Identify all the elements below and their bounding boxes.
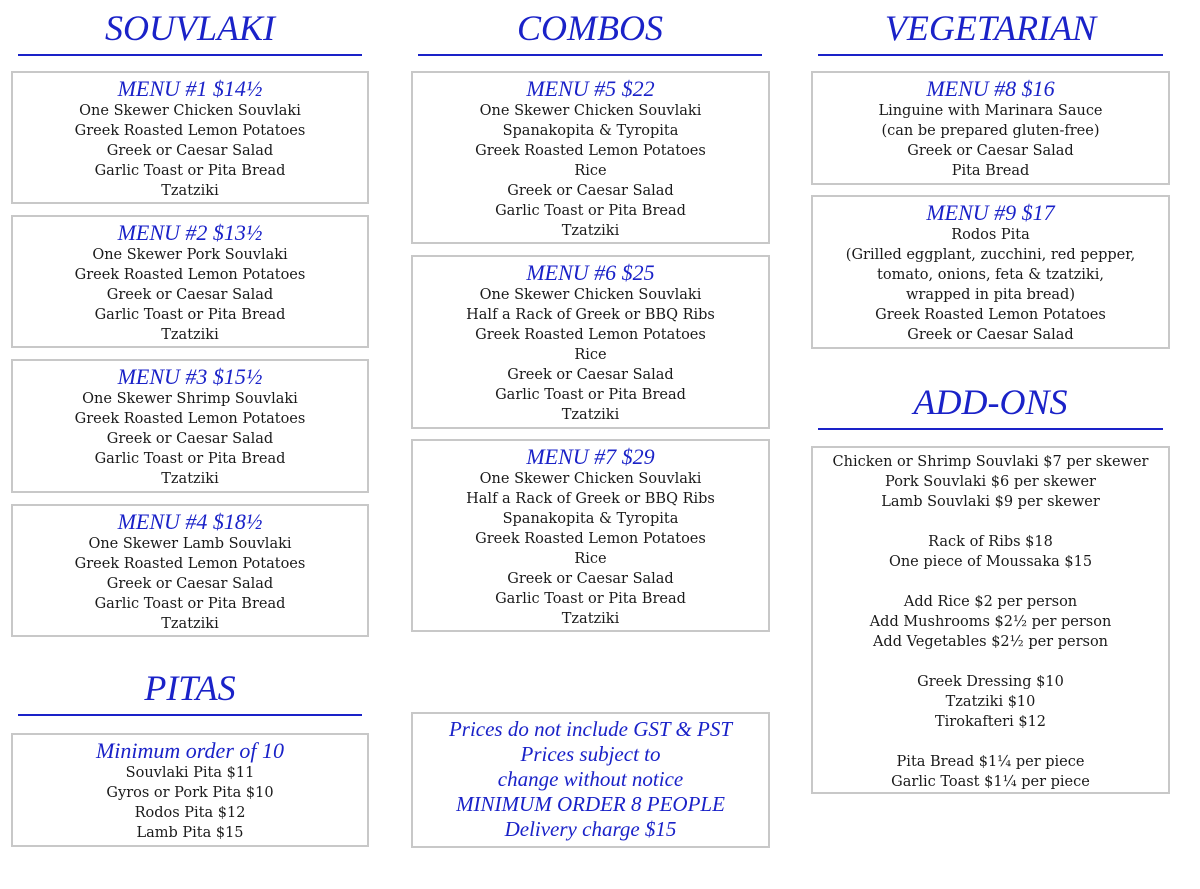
addon-spacer [813,732,1168,752]
menu-item: Half a Rack of Greek or BBQ Ribs [466,491,715,507]
menu-item: One Skewer Chicken Souvlaki [479,471,702,487]
menu-title: MENU #6 $25 [526,260,655,285]
menu-item: Greek Roasted Lemon Potatoes [74,556,306,572]
menu-item: wrapped in pita bread) [906,287,1075,303]
addon-item: Tzatziki $10 [945,694,1036,710]
menu-box-6 [411,255,770,429]
menu-item: Tzatziki [161,616,219,632]
notice-box [411,712,770,848]
pita-item: Rodos Pita $12 [134,805,246,821]
menu-title: MENU #2 $13½ [117,220,263,245]
pita-item: Gyros or Pork Pita $10 [106,785,274,801]
notice-line: Delivery charge $15 [504,817,677,841]
addons-box [811,446,1170,794]
addon-item: Tirokafteri $12 [934,714,1047,730]
menu-item: Greek Roasted Lemon Potatoes [74,267,306,283]
menu-title: MENU #8 $16 [926,76,1055,101]
menu-item: Greek or Caesar Salad [507,183,674,199]
menu-title: MENU #7 $29 [526,444,655,469]
menu-item: Garlic Toast or Pita Bread [94,307,286,323]
menu-item: One Skewer Pork Souvlaki [92,247,288,263]
heading-vegetarian: VEGETARIAN [818,8,1163,56]
addon-spacer [813,652,1168,672]
menu-title: MENU #3 $15½ [117,364,263,389]
menu-item: One Skewer Chicken Souvlaki [479,287,702,303]
menu-box-9 [811,195,1170,349]
menu-item: One Skewer Shrimp Souvlaki [82,391,298,407]
menu-item: Tzatziki [161,183,219,199]
menu-item: Tzatziki [161,327,219,343]
menu-box-5 [411,71,770,244]
menu-item: One Skewer Chicken Souvlaki [479,103,702,119]
menu-item: Half a Rack of Greek or BBQ Ribs [466,307,715,323]
menu-item: Greek Roasted Lemon Potatoes [875,307,1106,323]
addon-spacer [813,572,1168,592]
addon-item: One piece of Moussaka $15 [888,554,1093,570]
menu-item: Spanakopita & Tyropita [502,511,679,527]
menu-item: Greek or Caesar Salad [106,576,274,592]
addon-item: Pita Bread $1¼ per piece [896,754,1085,770]
menu-item: Greek Roasted Lemon Potatoes [74,123,306,139]
menu-item: Rice [574,347,607,363]
addon-item: Add Mushrooms $2½ per person [869,614,1112,630]
pita-item: Lamb Pita $15 [136,825,244,841]
menu-box-7 [411,439,770,632]
notice-line: Prices subject to [520,742,661,766]
addon-item: Rack of Ribs $18 [928,534,1053,550]
menu-item: Greek or Caesar Salad [106,287,274,303]
menu-item: Garlic Toast or Pita Bread [495,387,686,403]
menu-item: Greek Roasted Lemon Potatoes [475,531,706,547]
menu-item: Greek or Caesar Salad [106,431,274,447]
pitas-box [11,733,369,847]
menu-box-3 [11,359,369,493]
menu-item: Tzatziki [161,471,219,487]
menu-item: One Skewer Chicken Souvlaki [79,103,301,119]
menu-item: tomato, onions, feta & tzatziki, [877,267,1104,283]
menu-item: Greek Roasted Lemon Potatoes [74,411,306,427]
menu-item: (Grilled eggplant, zucchini, red pepper, [845,247,1136,263]
pita-item: Souvlaki Pita $11 [125,765,255,781]
menu-item: Greek Roasted Lemon Potatoes [475,327,706,343]
menu-item: Garlic Toast or Pita Bread [94,596,286,612]
heading-pitas: PITAS [18,668,362,716]
addon-item: Add Rice $2 per person [903,594,1078,610]
addon-item: Pork Souvlaki $6 per skewer [885,474,1096,490]
menu-item: Greek or Caesar Salad [507,367,674,383]
menu-item: (can be prepared gluten-free) [881,123,1100,139]
menu-item: Garlic Toast or Pita Bread [94,163,286,179]
notice-line: Prices do not include GST & PST [448,717,733,741]
addon-item: Add Vegetables $2½ per person [872,634,1109,650]
menu-box-1 [11,71,369,204]
menu-item: Garlic Toast or Pita Bread [495,203,686,219]
notice-line: change without notice [497,767,684,791]
menu-title: MENU #4 $18½ [117,509,263,534]
menu-item: Pita Bread [951,163,1030,179]
menu-box-4 [11,504,369,637]
menu-item: One Skewer Lamb Souvlaki [88,536,292,552]
menu-item: Greek or Caesar Salad [907,327,1074,343]
notice-line: MINIMUM ORDER 8 PEOPLE [456,792,725,816]
menu-item: Garlic Toast or Pita Bread [94,451,286,467]
menu-item: Tzatziki [561,223,620,239]
menu-title: MENU #5 $22 [526,76,655,101]
menu-item: Greek or Caesar Salad [106,143,274,159]
heading-combos: COMBOS [418,8,762,56]
menu-item: Tzatziki [561,611,620,627]
menu-item: Rice [574,551,607,567]
menu-item: Greek or Caesar Salad [507,571,674,587]
menu-title: MENU #1 $14½ [117,76,263,101]
heading-addons: ADD-ONS [818,382,1163,430]
menu-box-8 [811,71,1170,185]
menu-item: Garlic Toast or Pita Bread [495,591,686,607]
menu-item: Spanakopita & Tyropita [502,123,679,139]
pitas-title: Minimum order of 10 [95,738,284,763]
heading-souvlaki: SOUVLAKI [18,8,362,56]
menu-item: Rice [574,163,607,179]
addon-spacer [813,512,1168,532]
menu-item: Rodos Pita [951,227,1030,243]
menu-item: Tzatziki [561,407,620,423]
menu-item: Greek Roasted Lemon Potatoes [475,143,706,159]
addon-item: Garlic Toast $1¼ per piece [891,774,1090,790]
menu-title: MENU #9 $17 [926,200,1055,225]
menu-item: Greek or Caesar Salad [907,143,1074,159]
addon-item: Lamb Souvlaki $9 per skewer [881,494,1100,510]
addon-item: Greek Dressing $10 [917,674,1064,690]
menu-box-2 [11,215,369,348]
addon-item: Chicken or Shrimp Souvlaki $7 per skewer [832,454,1149,470]
menu-item: Linguine with Marinara Sauce [878,103,1103,119]
